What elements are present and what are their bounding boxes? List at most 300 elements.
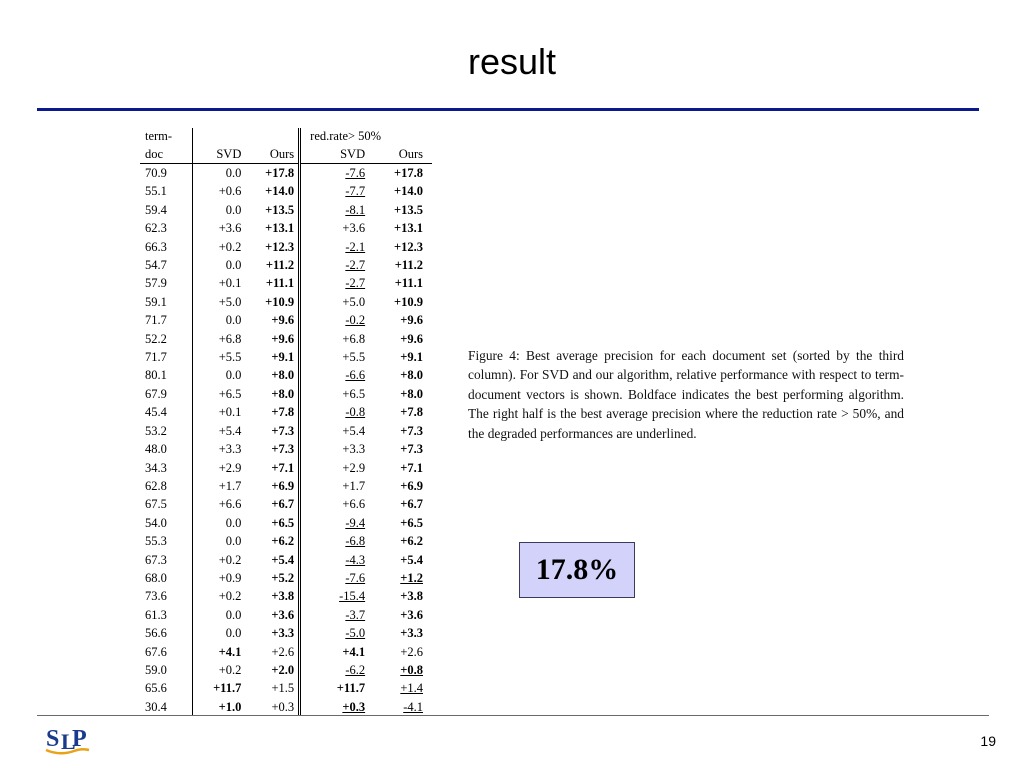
table-cell bbox=[368, 330, 432, 348]
table-cell bbox=[300, 256, 368, 274]
cell-value: +3.6 bbox=[271, 607, 295, 622]
table-row bbox=[140, 532, 432, 550]
table-row bbox=[140, 422, 432, 440]
cell-value: +9.1 bbox=[400, 350, 423, 365]
table-cell bbox=[368, 422, 432, 440]
cell-value: 59.1 bbox=[145, 294, 167, 309]
table-cell bbox=[241, 219, 299, 237]
cell-value: +3.6 bbox=[400, 607, 423, 622]
cell-value: 66.3 bbox=[145, 239, 167, 254]
cell-value: 59.4 bbox=[145, 202, 167, 217]
table-cell bbox=[192, 661, 241, 679]
cell-value: 65.6 bbox=[145, 681, 167, 696]
table-cell bbox=[241, 606, 299, 624]
table-cell bbox=[368, 532, 432, 550]
cell-value: +5.4 bbox=[342, 423, 366, 438]
cell-value: +7.3 bbox=[400, 423, 423, 438]
cell-value: +14.0 bbox=[265, 184, 295, 199]
table-cell bbox=[368, 348, 432, 366]
table-row bbox=[140, 348, 432, 366]
cell-value: 52.2 bbox=[145, 331, 167, 346]
table-cell bbox=[300, 477, 368, 495]
table-cell bbox=[300, 311, 368, 329]
table-cell bbox=[192, 514, 241, 532]
cell-value: -2.7 bbox=[345, 258, 366, 273]
cell-value: 68.0 bbox=[145, 570, 167, 585]
cell-value: +5.0 bbox=[218, 294, 242, 309]
table-cell bbox=[192, 366, 241, 384]
cell-value: +17.8 bbox=[394, 166, 423, 180]
cell-value: 59.0 bbox=[145, 662, 167, 677]
cell-value: +11.1 bbox=[265, 276, 295, 291]
table-cell bbox=[140, 182, 192, 200]
cell-value: +3.3 bbox=[218, 442, 242, 457]
cell-value: +2.6 bbox=[400, 644, 423, 659]
cell-value: -6.6 bbox=[345, 368, 366, 383]
cell-value: -4.3 bbox=[345, 552, 366, 567]
results-table-panel bbox=[140, 128, 432, 716]
header-cell: Ours bbox=[368, 146, 432, 164]
svg-text:L: L bbox=[61, 729, 76, 754]
table-cell bbox=[241, 587, 299, 605]
table-cell bbox=[300, 606, 368, 624]
table-cell bbox=[140, 459, 192, 477]
table-cell bbox=[140, 587, 192, 605]
cell-value: +9.6 bbox=[400, 313, 423, 328]
table-cell bbox=[368, 238, 432, 256]
cell-value: +6.6 bbox=[342, 497, 366, 512]
cell-value: -7.6 bbox=[345, 570, 366, 585]
footer-divider bbox=[37, 715, 989, 716]
cell-value: +0.2 bbox=[218, 552, 242, 567]
cell-value: +0.6 bbox=[218, 184, 242, 199]
table-cell bbox=[241, 201, 299, 219]
cell-value: +9.1 bbox=[271, 350, 295, 365]
cell-value: -15.4 bbox=[339, 589, 366, 604]
cell-value: +3.8 bbox=[400, 589, 423, 604]
table-cell bbox=[300, 274, 368, 292]
cell-value: -5.0 bbox=[345, 626, 366, 641]
table-cell bbox=[140, 219, 192, 237]
cell-value: 34.3 bbox=[145, 460, 167, 475]
table-cell bbox=[300, 422, 368, 440]
table-cell bbox=[368, 661, 432, 679]
table-cell bbox=[192, 385, 241, 403]
cell-value: +13.5 bbox=[265, 202, 295, 217]
table-cell bbox=[241, 569, 299, 587]
table-cell bbox=[241, 311, 299, 329]
table-cell bbox=[368, 606, 432, 624]
table-row bbox=[140, 330, 432, 348]
table-row bbox=[140, 366, 432, 384]
table-row bbox=[140, 440, 432, 458]
table-row bbox=[140, 606, 432, 624]
cell-value: +5.5 bbox=[218, 350, 242, 365]
cell-value: +3.6 bbox=[218, 221, 242, 236]
table-cell bbox=[368, 587, 432, 605]
table-cell bbox=[300, 569, 368, 587]
table-cell bbox=[140, 238, 192, 256]
table-cell bbox=[140, 274, 192, 292]
cell-value: +2.9 bbox=[342, 460, 366, 475]
cell-value: -9.4 bbox=[345, 515, 366, 530]
table-header-row bbox=[140, 128, 432, 146]
table-cell bbox=[192, 606, 241, 624]
table-cell bbox=[140, 403, 192, 421]
cell-value: 0.0 bbox=[225, 368, 242, 383]
cell-value: +13.1 bbox=[394, 221, 423, 236]
table-cell bbox=[192, 587, 241, 605]
table-cell bbox=[140, 643, 192, 661]
table-cell bbox=[368, 403, 432, 421]
cell-value: +1.0 bbox=[218, 699, 242, 714]
cell-value: +6.2 bbox=[271, 534, 295, 549]
cell-value: -8.1 bbox=[345, 202, 366, 217]
cell-value: 30.4 bbox=[145, 699, 167, 714]
header-cell: SVD bbox=[192, 146, 241, 164]
table-cell bbox=[300, 385, 368, 403]
table-cell bbox=[192, 532, 241, 550]
table-cell bbox=[241, 624, 299, 642]
table-cell bbox=[192, 201, 241, 219]
table-cell bbox=[241, 403, 299, 421]
cell-value: 54.0 bbox=[145, 515, 167, 530]
cell-value: +7.8 bbox=[400, 405, 423, 420]
table-cell bbox=[241, 679, 299, 697]
table-cell bbox=[140, 440, 192, 458]
cell-value: +1.4 bbox=[400, 681, 423, 696]
table-cell bbox=[300, 219, 368, 237]
table-row bbox=[140, 293, 432, 311]
cell-value: 73.6 bbox=[145, 589, 167, 604]
table-cell bbox=[300, 348, 368, 366]
cell-value: 61.3 bbox=[145, 607, 167, 622]
table-cell bbox=[300, 698, 368, 716]
cell-value: 70.9 bbox=[145, 166, 167, 180]
cell-value: +3.6 bbox=[342, 221, 366, 236]
table-cell bbox=[241, 182, 299, 200]
cell-value: +5.4 bbox=[271, 552, 295, 567]
cell-value: +4.1 bbox=[342, 644, 366, 659]
cell-value: +6.5 bbox=[342, 386, 366, 401]
table-row bbox=[140, 311, 432, 329]
cell-value: 0.0 bbox=[225, 607, 242, 622]
cell-value: +1.7 bbox=[342, 478, 366, 493]
cell-value: -6.8 bbox=[345, 534, 366, 549]
cell-value: 57.9 bbox=[145, 276, 167, 291]
table-row bbox=[140, 274, 432, 292]
cell-value: 67.9 bbox=[145, 386, 167, 401]
table-cell bbox=[241, 477, 299, 495]
table-cell bbox=[241, 643, 299, 661]
cell-value: -3.7 bbox=[345, 607, 366, 622]
table-cell bbox=[300, 624, 368, 642]
table-cell bbox=[241, 348, 299, 366]
table-cell bbox=[300, 643, 368, 661]
table-header-row bbox=[140, 146, 432, 164]
table-cell bbox=[300, 587, 368, 605]
cell-value: +6.8 bbox=[218, 331, 242, 346]
cell-value: -4.1 bbox=[403, 699, 423, 714]
cell-value: +8.0 bbox=[271, 386, 295, 401]
cell-value: 71.7 bbox=[145, 313, 167, 328]
cell-value: -0.2 bbox=[345, 313, 366, 328]
table-cell bbox=[241, 330, 299, 348]
cell-value: +2.6 bbox=[271, 644, 295, 659]
cell-value: 62.8 bbox=[145, 478, 167, 493]
table-cell bbox=[368, 459, 432, 477]
table-cell bbox=[368, 514, 432, 532]
table-cell bbox=[368, 164, 432, 183]
cell-value: +13.5 bbox=[394, 202, 423, 217]
table-cell bbox=[368, 679, 432, 697]
table-cell bbox=[140, 477, 192, 495]
cell-value: +6.9 bbox=[271, 478, 295, 493]
cell-value: +12.3 bbox=[265, 239, 295, 254]
table-cell bbox=[368, 366, 432, 384]
cell-value: +9.6 bbox=[271, 313, 295, 328]
table-cell bbox=[241, 698, 299, 716]
table-cell bbox=[368, 311, 432, 329]
table-cell bbox=[300, 164, 368, 183]
cell-value: +3.3 bbox=[400, 626, 423, 641]
table-cell bbox=[368, 182, 432, 200]
cell-value: 0.0 bbox=[225, 166, 242, 180]
cell-value: 0.0 bbox=[225, 534, 242, 549]
table-cell bbox=[192, 403, 241, 421]
table-cell bbox=[300, 201, 368, 219]
table-row bbox=[140, 661, 432, 679]
table-cell bbox=[140, 514, 192, 532]
header-cell bbox=[192, 128, 241, 146]
table-cell bbox=[241, 532, 299, 550]
table-cell bbox=[300, 495, 368, 513]
cell-value: +0.2 bbox=[218, 239, 242, 254]
table-row bbox=[140, 569, 432, 587]
cell-value: +6.2 bbox=[400, 534, 423, 549]
header-cell: doc bbox=[140, 146, 192, 164]
cell-value: +0.3 bbox=[342, 699, 366, 714]
table-cell bbox=[192, 219, 241, 237]
cell-value: +11.2 bbox=[394, 258, 423, 273]
table-row bbox=[140, 624, 432, 642]
table-cell bbox=[140, 293, 192, 311]
cell-value: +12.3 bbox=[394, 239, 423, 254]
table-cell bbox=[140, 551, 192, 569]
cell-value: +3.3 bbox=[271, 626, 295, 641]
table-cell bbox=[300, 440, 368, 458]
table-cell bbox=[192, 495, 241, 513]
table-cell bbox=[140, 532, 192, 550]
table-cell bbox=[241, 551, 299, 569]
table-cell bbox=[241, 459, 299, 477]
header-cell-red-rate: red.rate> 50% bbox=[300, 128, 432, 146]
slide-title: result bbox=[467, 41, 557, 82]
table-cell bbox=[192, 238, 241, 256]
table-row bbox=[140, 495, 432, 513]
table-cell bbox=[368, 495, 432, 513]
cell-value: +5.4 bbox=[400, 552, 423, 567]
cell-value: +8.0 bbox=[271, 368, 295, 383]
table-cell bbox=[140, 256, 192, 274]
cell-value: 71.7 bbox=[145, 350, 167, 365]
table-cell bbox=[241, 440, 299, 458]
cell-value: -7.6 bbox=[345, 166, 366, 180]
header-cell: term- bbox=[145, 129, 173, 143]
cell-value: +9.6 bbox=[271, 331, 295, 346]
cell-value: +3.3 bbox=[342, 442, 366, 457]
table-cell bbox=[368, 201, 432, 219]
table-cell bbox=[192, 164, 241, 183]
table-cell bbox=[300, 514, 368, 532]
cell-value: -6.2 bbox=[345, 662, 366, 677]
table-cell bbox=[140, 201, 192, 219]
table-cell bbox=[140, 661, 192, 679]
cell-value: +1.5 bbox=[271, 681, 295, 696]
table-cell bbox=[368, 256, 432, 274]
table-cell bbox=[140, 164, 192, 183]
table-cell bbox=[192, 330, 241, 348]
table-row bbox=[140, 459, 432, 477]
table-cell bbox=[241, 495, 299, 513]
table-cell bbox=[140, 385, 192, 403]
cell-value: +7.1 bbox=[400, 460, 423, 475]
slp-logo bbox=[44, 722, 92, 756]
table-cell bbox=[140, 679, 192, 697]
table-cell bbox=[300, 532, 368, 550]
table-cell bbox=[368, 274, 432, 292]
cell-value: -7.7 bbox=[345, 184, 366, 199]
cell-value: 67.5 bbox=[145, 497, 167, 512]
cell-value: 67.3 bbox=[145, 552, 167, 567]
table-cell bbox=[140, 698, 192, 716]
cell-value: +5.2 bbox=[271, 570, 295, 585]
cell-value: +1.7 bbox=[218, 478, 242, 493]
cell-value: +6.8 bbox=[342, 331, 366, 346]
table-cell bbox=[300, 679, 368, 697]
cell-value: +14.0 bbox=[394, 184, 423, 199]
cell-value: +10.9 bbox=[265, 294, 295, 309]
cell-value: +0.1 bbox=[218, 276, 242, 291]
cell-value: +6.9 bbox=[400, 478, 423, 493]
cell-value: +7.1 bbox=[271, 460, 295, 475]
cell-value: +2.9 bbox=[218, 460, 242, 475]
cell-value: +6.7 bbox=[271, 497, 295, 512]
table-row bbox=[140, 477, 432, 495]
table-row bbox=[140, 256, 432, 274]
table-cell bbox=[192, 293, 241, 311]
cell-value: -0.8 bbox=[345, 405, 366, 420]
table-row bbox=[140, 164, 432, 183]
table-cell bbox=[241, 385, 299, 403]
table-cell bbox=[368, 698, 432, 716]
table-cell bbox=[241, 661, 299, 679]
cell-value: 0.0 bbox=[225, 202, 242, 217]
cell-value: +13.1 bbox=[265, 221, 295, 236]
table-cell bbox=[192, 256, 241, 274]
table-cell bbox=[368, 477, 432, 495]
cell-value: +0.9 bbox=[218, 570, 242, 585]
table-cell bbox=[368, 219, 432, 237]
table-cell bbox=[368, 440, 432, 458]
cell-value: 45.4 bbox=[145, 405, 167, 420]
cell-value: 0.0 bbox=[225, 515, 242, 530]
table-cell bbox=[368, 551, 432, 569]
cell-value: +6.5 bbox=[400, 515, 423, 530]
table-cell bbox=[140, 348, 192, 366]
table-cell bbox=[368, 385, 432, 403]
table-row bbox=[140, 403, 432, 421]
cell-value: +0.3 bbox=[271, 699, 295, 714]
table-cell bbox=[192, 477, 241, 495]
cell-value: +11.7 bbox=[336, 681, 366, 696]
table-cell bbox=[192, 679, 241, 697]
table-cell bbox=[140, 422, 192, 440]
svg-text:P: P bbox=[72, 726, 87, 752]
table-cell bbox=[140, 366, 192, 384]
table-cell bbox=[300, 293, 368, 311]
cell-value: 48.0 bbox=[145, 442, 167, 457]
cell-value: 62.3 bbox=[145, 221, 167, 236]
table-row bbox=[140, 201, 432, 219]
cell-value: 56.6 bbox=[145, 626, 167, 641]
table-cell bbox=[192, 348, 241, 366]
page-number: 19 bbox=[980, 733, 996, 749]
table-row bbox=[140, 643, 432, 661]
table-cell bbox=[192, 459, 241, 477]
table-cell bbox=[140, 569, 192, 587]
table-cell bbox=[192, 698, 241, 716]
table-row bbox=[140, 698, 432, 716]
table-cell bbox=[300, 661, 368, 679]
cell-value: +0.2 bbox=[218, 589, 242, 604]
cell-value: +0.8 bbox=[400, 662, 423, 677]
highlight-badge: 17.8% bbox=[519, 542, 635, 598]
table-cell bbox=[368, 643, 432, 661]
cell-value: +7.3 bbox=[271, 423, 295, 438]
table-cell bbox=[140, 624, 192, 642]
cell-value: +11.2 bbox=[265, 258, 295, 273]
table-cell bbox=[241, 238, 299, 256]
cell-value: 67.6 bbox=[145, 644, 167, 659]
table-cell bbox=[241, 514, 299, 532]
cell-value: +6.7 bbox=[400, 497, 423, 512]
table-cell bbox=[241, 274, 299, 292]
table-row bbox=[140, 385, 432, 403]
cell-value: 55.3 bbox=[145, 534, 167, 549]
cell-value: +7.3 bbox=[400, 442, 423, 457]
table-cell bbox=[300, 366, 368, 384]
cell-value: +4.1 bbox=[218, 644, 242, 659]
table-cell bbox=[192, 643, 241, 661]
table-row bbox=[140, 219, 432, 237]
cell-value: +5.5 bbox=[342, 350, 366, 365]
table-cell bbox=[368, 624, 432, 642]
header-cell: SVD bbox=[300, 146, 368, 164]
table-cell bbox=[192, 551, 241, 569]
cell-value: +5.4 bbox=[218, 423, 242, 438]
cell-value: +1.2 bbox=[400, 570, 423, 585]
table-cell bbox=[241, 164, 299, 183]
svg-text:S: S bbox=[46, 726, 60, 752]
table-cell bbox=[241, 422, 299, 440]
table-cell bbox=[241, 366, 299, 384]
table-cell bbox=[241, 293, 299, 311]
table-cell bbox=[192, 440, 241, 458]
table-cell bbox=[140, 311, 192, 329]
cell-value: 0.0 bbox=[225, 313, 242, 328]
cell-value: +10.9 bbox=[394, 294, 423, 309]
